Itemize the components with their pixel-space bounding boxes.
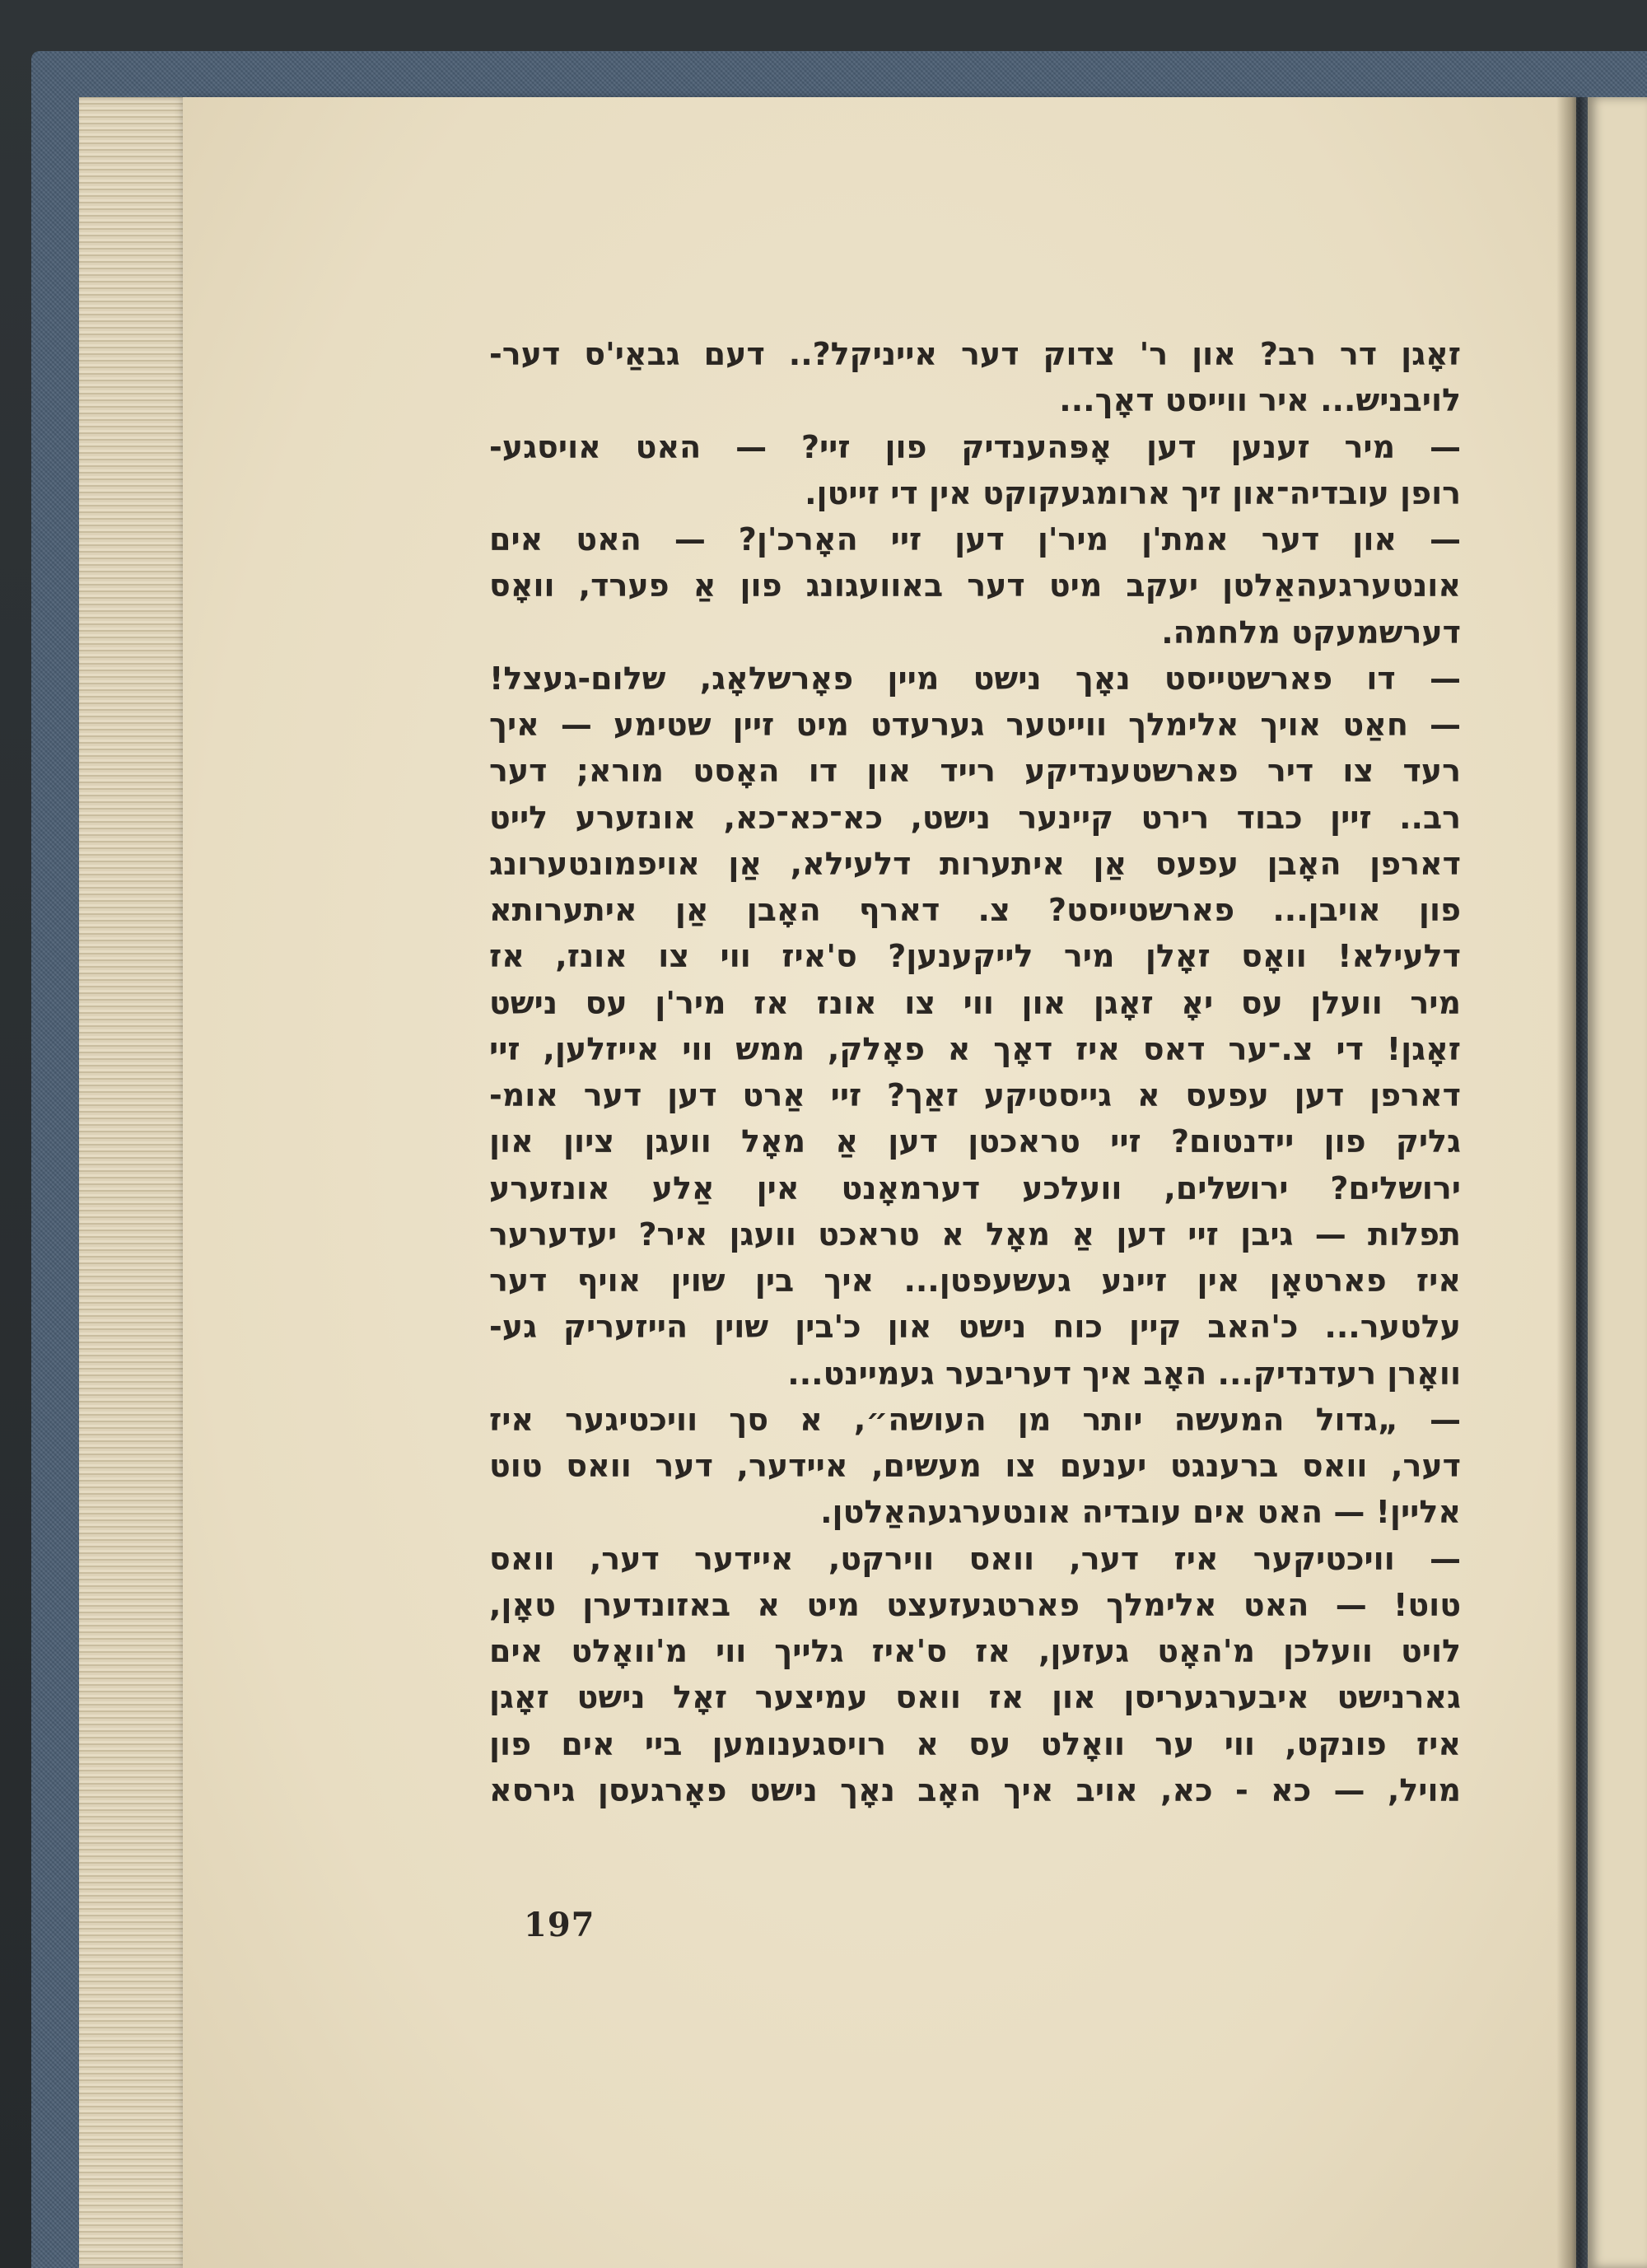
text-line: זאָגן! די צ.־ער דאס איז דאָך א פאָלק, ממש ווי אייזלען, זיי	[489, 1030, 1461, 1067]
text-line: איז פונקט, ווי ער וואָלט עס א רויסגענומען ביי אים פון	[489, 1725, 1461, 1762]
page-number: 197	[524, 1906, 595, 1944]
text-line: לויבניש... איר ווייסט דאָך...	[1059, 382, 1461, 419]
text-line: איז פארטאָן אין זיינע געשעפטן... איך בין שוין אויף דער	[489, 1262, 1461, 1299]
text-line: תפלות — גיבן זיי דען אַ מאָל א טראכט וועגן איר? יעדערער	[489, 1216, 1461, 1253]
text-line: אליין! — האט אים עובדיה אונטערגעהאַלטן.	[820, 1494, 1461, 1531]
text-line: רב.. זיין כבוד רירט קיינער נישט, כא־כא־כא, אונזערע לייט	[489, 799, 1461, 836]
text-line: גליק פון יידנטום? זיי טראכטן דען אַ מאָל וועגן ציון און	[489, 1123, 1461, 1160]
text-line: ירושלים? ירושלים, וועלכע דערמאָנט אין אַלע אונזערע	[489, 1169, 1461, 1206]
text-line: רופן עובדיה־און זיך ארומגעקוקט אין די זייטן.	[805, 474, 1461, 511]
text-line: פון אויבן... פארשטייסט? צ. דארף האָבן אַן איתערותא	[489, 892, 1461, 928]
book-gutter	[1556, 97, 1589, 2268]
page-text	[489, 331, 1461, 1813]
text-line: דארפן דען עפעס א גייסטיקע זאַך? זיי אַרט דען דער אומ-	[489, 1077, 1461, 1113]
facing-page-edge	[1588, 97, 1647, 2268]
text-line: דער, וואס ברענגט יענעם צו מעשים, איידער, דער וואס טוט	[489, 1448, 1461, 1484]
text-line: גארנישט איבערגעריסן און אז וואס עמיצער זאָל נישט זאָגן	[489, 1679, 1461, 1716]
text-line: דארפן האָבן עפעס אַן איתערות דלעילא, אַן אויפמונטערונג	[489, 845, 1461, 882]
text-line: וואָרן רעדנדיק... האָב איך דעריבער געמיינט...	[787, 1355, 1461, 1392]
text-line: לויט וועלכן מ'האָט געזען, אז ס'איז גלייך ווי מ'וואָלט אים	[489, 1633, 1461, 1669]
text-line: אונטערגעהאַלטן יעקב מיט דער באוועגונג פון אַ פערד, וואָס	[489, 567, 1461, 604]
text-line: — און דער אמת'ן מיר'ן דען זיי האָרכ'ן? — האט אים	[489, 521, 1461, 558]
text-line: מויל, — כא - כא, אויב איך האָב נאָך נישט פאָרגעסן גירסא	[489, 1771, 1461, 1808]
text-line: — דו פארשטייסט נאָך נישט מיין פאָרשלאָג, שלום-געצל!	[489, 660, 1461, 697]
text-line: זאָגן דר רב? און ר' צדוק דער אייניקל?.. דעם גבאַי'ס דער-	[489, 336, 1461, 372]
text-line: — „גדול המעשה יותר מן העושה״, א סך וויכטיגער איז	[489, 1401, 1461, 1438]
text-line: טוט! — האט אלימלך פארטגעזעצט מיט א באזונדערן טאָן,	[489, 1586, 1461, 1623]
text-line: דלעילא! וואָס זאָלן מיר לייקענען? ס'איז ווי צו אונז, אז	[489, 938, 1461, 975]
text-line: — חאַט אויך אלימלך ווייטער גערעדט מיט זיין שטימע — איך	[489, 707, 1461, 743]
text-line: מיר וועלן עס יאָ זאָגן און ווי צו אונז אז מיר'ן עס נישט	[489, 984, 1461, 1021]
page-edges	[79, 97, 186, 2268]
text-line: רעד צו דיר פארשטענדיקע רייד און דו האָסט מורא; דער	[489, 753, 1461, 790]
text-line: — וויכטיקער איז דער, וואס ווירקט, איידער דער, וואס	[489, 1540, 1461, 1577]
text-line: דערשמעקט מלחמה.	[1161, 614, 1461, 651]
text-line: — מיר זענען דען אָפּהענדיק פון זיי? — האט אויסגע-	[489, 428, 1461, 465]
text-line: עלטער... כ'האב קיין כוח נישט און כ'בין שוין הייזעריק גע-	[489, 1309, 1461, 1346]
